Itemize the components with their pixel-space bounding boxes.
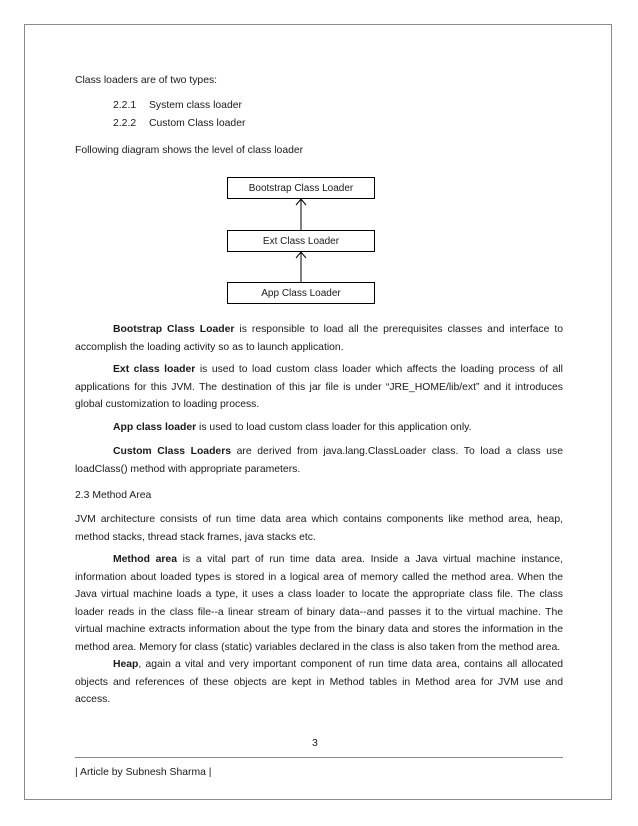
heap-paragraph — [75, 656, 563, 709]
paragraph-body: is responsible to load all the prerequisites classes and interface to accomplish the loading activity so as to launch application. — [75, 324, 563, 353]
intro-text: Class loaders are of two types: — [75, 75, 218, 86]
footer-text: | Article by Subnesh Sharma | — [75, 767, 212, 778]
custom-paragraph — [75, 443, 563, 478]
bootstrap-class-loader-box: Bootstrap Class Loader — [227, 177, 375, 199]
paragraph-body: is used to load custom class loader which affects the loading process of all applications for this JVM. The destination of this jar file is under “JRE_HOME/lib/ext” and it introduces global customization to loading process. — [75, 364, 563, 410]
list-item-number: 2.2.1 — [113, 100, 137, 111]
term: Method area — [113, 554, 177, 565]
term: Ext class loader — [113, 364, 196, 375]
section-heading: 2.3 Method Area — [75, 490, 152, 501]
app-paragraph — [75, 419, 563, 437]
diagram-intro-text: Following diagram shows the level of class loader — [75, 145, 304, 156]
page-number: 3 — [312, 738, 318, 749]
ext-paragraph — [75, 361, 563, 414]
footer-divider — [75, 757, 563, 758]
term: Bootstrap Class Loader — [113, 324, 235, 335]
list-item-label: System class loader — [149, 100, 242, 111]
term: Custom Class Loaders — [113, 446, 232, 457]
term: App class loader — [113, 422, 197, 433]
paragraph-body: are derived from java.lang.ClassLoader class. To load a class use loadClass() method with appropriate parameters. — [75, 446, 563, 475]
paragraph-body: is used to load custom class loader for this application only. — [196, 422, 472, 433]
jvm-paragraph: JVM architecture consists of run time data area which contains components like method area, heap, method stacks, thread stack frames, java stacks etc. — [75, 514, 563, 543]
method-area-paragraph — [75, 551, 563, 656]
bootstrap-paragraph — [75, 321, 563, 356]
ext-class-loader-box: Ext Class Loader — [227, 230, 375, 252]
app-class-loader-box: App Class Loader — [227, 282, 375, 304]
term: Heap — [113, 659, 139, 670]
list-item-number: 2.2.2 — [113, 118, 137, 129]
paragraph-body: , again a vital and very important component of run time data area, contains all allocated objects and references of these objects are kept in Method tables in Method area for JVM use and access. — [75, 659, 563, 705]
list-item-label: Custom Class loader — [149, 118, 246, 129]
paragraph-body: is a vital part of run time data area. Inside a Java virtual machine instance, information about loaded types is stored in a logical area of memory called the method area. When the Java virtual machine loads a type, it uses a class loader to locate the appropriate class file. The class loader reads in the class file--a linear stream of binary data--and passes it to the virtual machine. The virtual machine extracts information about the type from the binary data and stores the information in the method area. Memory for class (static) variables declared in the class is also taken from the method area. — [75, 554, 563, 653]
